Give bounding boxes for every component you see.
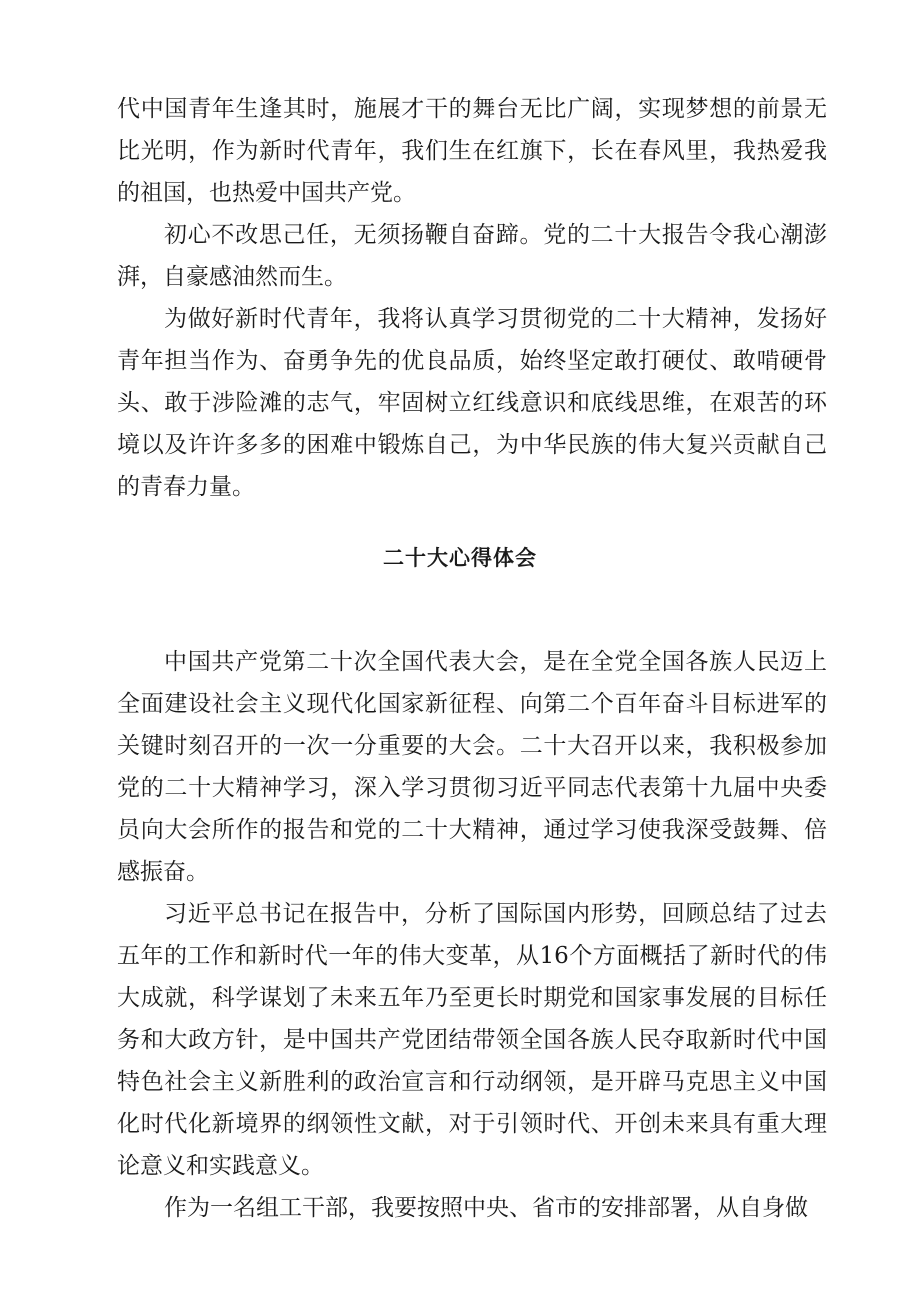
section-1-body [117, 88, 827, 508]
section-title: 二十大心得体会 [383, 545, 537, 570]
section-2-body [117, 641, 827, 1229]
paragraph: 中国共产党第二十次全国代表大会，是在全党全国各族人民迈上全面建设社会主义现代化国家新征程、向第二个百年奋斗目标进军的关键时刻召开的一次一分重要的大会。二十大召开以来，我积极参加党的二十大精神学习，深入学习贯彻习近平同志代表第十九届中央委员向大会所作的报告和党的二十大精神，通过学习使我深受鼓舞、倍感振奋。 [117, 649, 827, 885]
paragraph: 作为一名组工干部，我要按照中央、省市的安排部署，从自身做 [164, 1195, 808, 1221]
paragraph-continued: 代中国青年生逢其时，施展才干的舞台无比广阔，实现梦想的前景无比光明，作为新时代青年，我们生在红旗下，长在春风里，我热爱我的祖国，也热爱中国共产党。 [117, 96, 827, 206]
paragraph: 初心不改思己任，无须扬鞭自奋蹄。党的二十大报告令我心潮澎湃，自豪感油然而生。 [117, 222, 827, 290]
paragraph: 为做好新时代青年，我将认真学习贯彻党的二十大精神，发扬好青年担当作为、奋勇争先的优良品质，始终坚定敢打硬仗、敢啃硬骨头、敢于涉险滩的志气，牢固树立红线意识和底线思维，在艰苦的环境以及许许多多的困难中锻炼自己，为中华民族的伟大复兴贡献自己的青春力量。 [117, 306, 827, 500]
paragraph: 习近平总书记在报告中，分析了国际国内形势，回顾总结了过去五年的工作和新时代一年的伟大变革，从16个方面概括了新时代的伟大成就，科学谋划了未来五年乃至更长时期党和国家事发展的目标任务和大政方针，是中国共产党团结带领全国各族人民夺取新时代中国特色社会主义新胜利的政治宣言和行动纲领，是开辟马克思主义中国化时代化新境界的纲领性文献，对于引领时代、开创未来具有重大理论意义和实践意义。 [117, 901, 827, 1179]
